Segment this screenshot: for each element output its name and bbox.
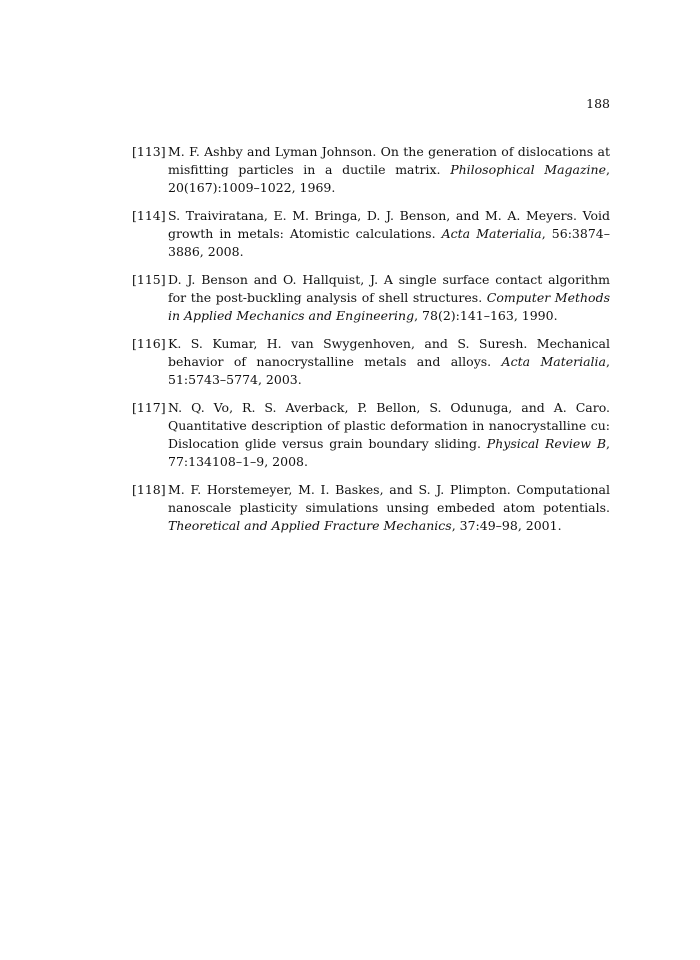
- reference-details: , 51:5743–5774, 2003.: [168, 354, 610, 387]
- page-number: 188: [586, 96, 610, 111]
- reference-text: [168, 399, 610, 471]
- reference-details: , 77:134108–1–9, 2008.: [168, 436, 610, 469]
- reference-details: , 20(167):1009–1022, 1969.: [168, 162, 610, 195]
- reference-item: [132, 399, 610, 471]
- reference-number: [118]: [132, 482, 166, 497]
- reference-journal: Theoretical and Applied Fracture Mechanics: [168, 518, 452, 533]
- reference-authors-title: N. Q. Vo, R. S. Averback, P. Bellon, S. Odunuga, and A. Caro. Quantitative description of plastic deformation in nanocrystalline cu: Dislocation glide versus grain boundary sliding.: [168, 400, 610, 451]
- reference-number: [117]: [132, 400, 166, 415]
- reference-authors-title: M. F. Ashby and Lyman Johnson. On the generation of dislocations at misfitting particles in a ductile matrix.: [168, 144, 610, 177]
- reference-journal: Acta Materialia: [501, 354, 606, 369]
- reference-journal: Computer Methods in Applied Mechanics and Engineering: [168, 290, 610, 323]
- reference-authors-title: D. J. Benson and O. Hallquist, J. A single surface contact algorithm for the post-buckling analysis of shell structures.: [168, 272, 610, 305]
- reference-number: [116]: [132, 336, 166, 351]
- reference-text: [168, 335, 610, 389]
- reference-item: [132, 335, 610, 389]
- reference-item: [132, 481, 610, 535]
- reference-item: [132, 207, 610, 261]
- reference-authors-title: K. S. Kumar, H. van Swygenhoven, and S. Suresh. Mechanical behavior of nanocrystalline metals and alloys.: [168, 336, 610, 369]
- reference-list: [132, 143, 610, 545]
- reference-number: [114]: [132, 208, 166, 223]
- reference-item: [132, 143, 610, 197]
- reference-details: , 78(2):141–163, 1990.: [414, 308, 558, 323]
- reference-authors-title: S. Traiviratana, E. M. Bringa, D. J. Benson, and M. A. Meyers. Void growth in metals: Atomistic calculations.: [168, 208, 610, 241]
- reference-text: [168, 143, 610, 197]
- reference-number: [115]: [132, 272, 166, 287]
- reference-journal: Philosophical Magazine: [450, 162, 607, 177]
- reference-details: , 37:49–98, 2001.: [451, 518, 562, 533]
- reference-journal: Acta Materialia: [441, 226, 542, 241]
- reference-text: [168, 481, 610, 535]
- reference-text: [168, 271, 610, 325]
- reference-text: [168, 207, 610, 261]
- reference-journal: Physical Review B: [486, 436, 607, 451]
- reference-authors-title: M. F. Horstemeyer, M. I. Baskes, and S. J. Plimpton. Computational nanoscale plasticity simulations unsing embeded atom potentials.: [168, 482, 610, 515]
- reference-item: [132, 271, 610, 325]
- reference-number: [113]: [132, 144, 166, 159]
- reference-details: , 56:3874–3886, 2008.: [168, 226, 610, 259]
